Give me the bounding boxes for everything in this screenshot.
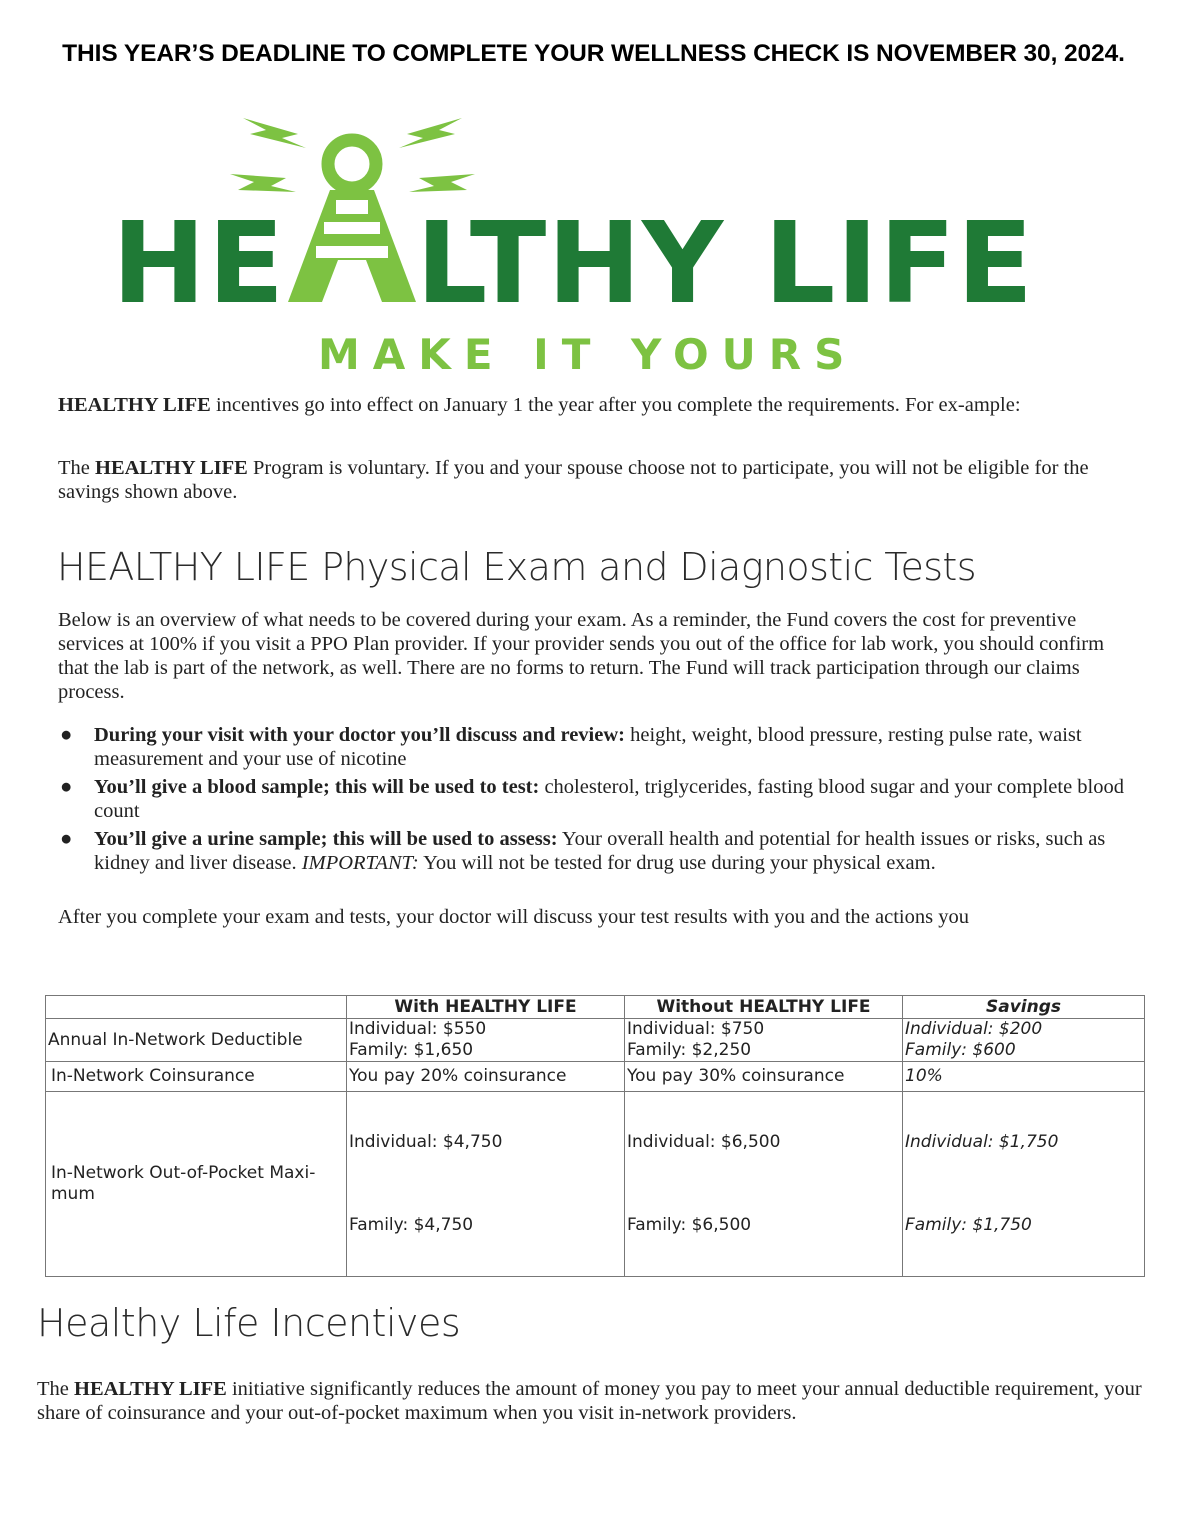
row-label: In-Network Coinsurance: [46, 1062, 347, 1092]
list-item: ● During your visit with your doctor you’ll discuss and review: height, weight, blood pressure, resting pulse rate, waist measurement and your use of nicotine: [60, 724, 1082, 770]
bullet-icon: ●: [60, 776, 73, 798]
list-item: ● You’ll give a urine sample; this will be used to assess: Your overall health and potential for health issues or risks, such as kidney and liver disease. IMPORTANT: You will not be tested for drug use during your physical exam.: [60, 828, 1106, 874]
exam-section-heading: HEALTHY LIFE Physical Exam and Diagnostic Tests: [57, 545, 976, 589]
table-header-row: [46, 996, 1145, 1019]
intro-paragraph-2: The HEALTHY LIFE Program is voluntary. If you and your spouse choose not to participate, you will not be eligible for the savings shown above.: [58, 457, 1089, 503]
after-exam-paragraph: After you complete your exam and tests, your doctor will discuss your test results with you and the actions you: [58, 906, 969, 928]
incentives-heading: Healthy Life Incentives: [37, 1301, 461, 1345]
table-row: [46, 1019, 1145, 1062]
table-row: [46, 1062, 1145, 1092]
table-cell: Individual: $550 Family: $1,650: [347, 1019, 625, 1062]
header-cell: Savings: [903, 996, 1145, 1019]
table-cell: You pay 20% coinsurance: [347, 1062, 625, 1092]
deadline-banner: THIS YEAR’S DEADLINE TO COMPLETE YOUR WELLNESS CHECK IS NOVEMBER 30, 2024.: [62, 40, 1125, 67]
bullet-icon: ●: [60, 828, 73, 850]
bullet-icon: ●: [60, 724, 73, 746]
table-cell: Individual: $750 Family: $2,250: [625, 1019, 903, 1062]
row-label: Annual In-Network Deductible: [46, 1019, 347, 1062]
header-cell: With HEALTHY LIFE: [347, 996, 625, 1019]
logo-tagline: MAKE IT YOURS: [318, 330, 858, 377]
incentives-paragraph: The HEALTHY LIFE initiative significantly reduces the amount of money you pay to meet your annual deductible requirement, your share of coinsurance and your out-of-pocket maximum when you visit in-network providers.: [37, 1378, 1142, 1424]
beacon-a-icon: [288, 140, 416, 302]
header-cell: [46, 996, 347, 1019]
table-row: [46, 1092, 1145, 1277]
table-cell: You pay 30% coinsurance: [625, 1062, 903, 1092]
table-cell: Individual: $6,500 Family: $6,500: [625, 1092, 903, 1277]
logo-text-left: HE: [112, 199, 287, 329]
healthy-life-logo: [110, 112, 1070, 377]
intro-paragraph-1: HEALTHY LIFE incentives go into effect on January 1 the year after you complete the requirements. For ex-ample:: [58, 394, 1021, 416]
exam-overview-paragraph: Below is an overview of what needs to be covered during your exam. As a reminder, the Fund covers the cost for preventive services at 100% if you visit a PPO Plan provider. If your provider sends you out of the office for lab work, you should confirm that the lab is part of the network, as well. There are no forms to return. The Fund will track participation through our claims process.: [58, 609, 1105, 703]
comparison-table: [45, 995, 1145, 1277]
exam-bullet-list: [58, 723, 1128, 879]
table-cell: 10%: [903, 1062, 1145, 1092]
table-cell: Individual: $1,750 Family: $1,750: [903, 1092, 1145, 1277]
lightning-bolts-icon: [230, 118, 475, 192]
header-cell: Without HEALTHY LIFE: [625, 996, 903, 1019]
row-label: In-Network Out-of-Pocket Maxi-mum: [46, 1092, 347, 1277]
table-cell: Individual: $200 Family: $600: [903, 1019, 1145, 1062]
list-item: ● You’ll give a blood sample; this will be used to test: cholesterol, triglycerides, fasting blood sugar and your complete blood count: [60, 776, 1124, 822]
table-cell: Individual: $4,750 Family: $4,750: [347, 1092, 625, 1277]
logo-text-right: LTHY LIFE: [416, 199, 1035, 329]
